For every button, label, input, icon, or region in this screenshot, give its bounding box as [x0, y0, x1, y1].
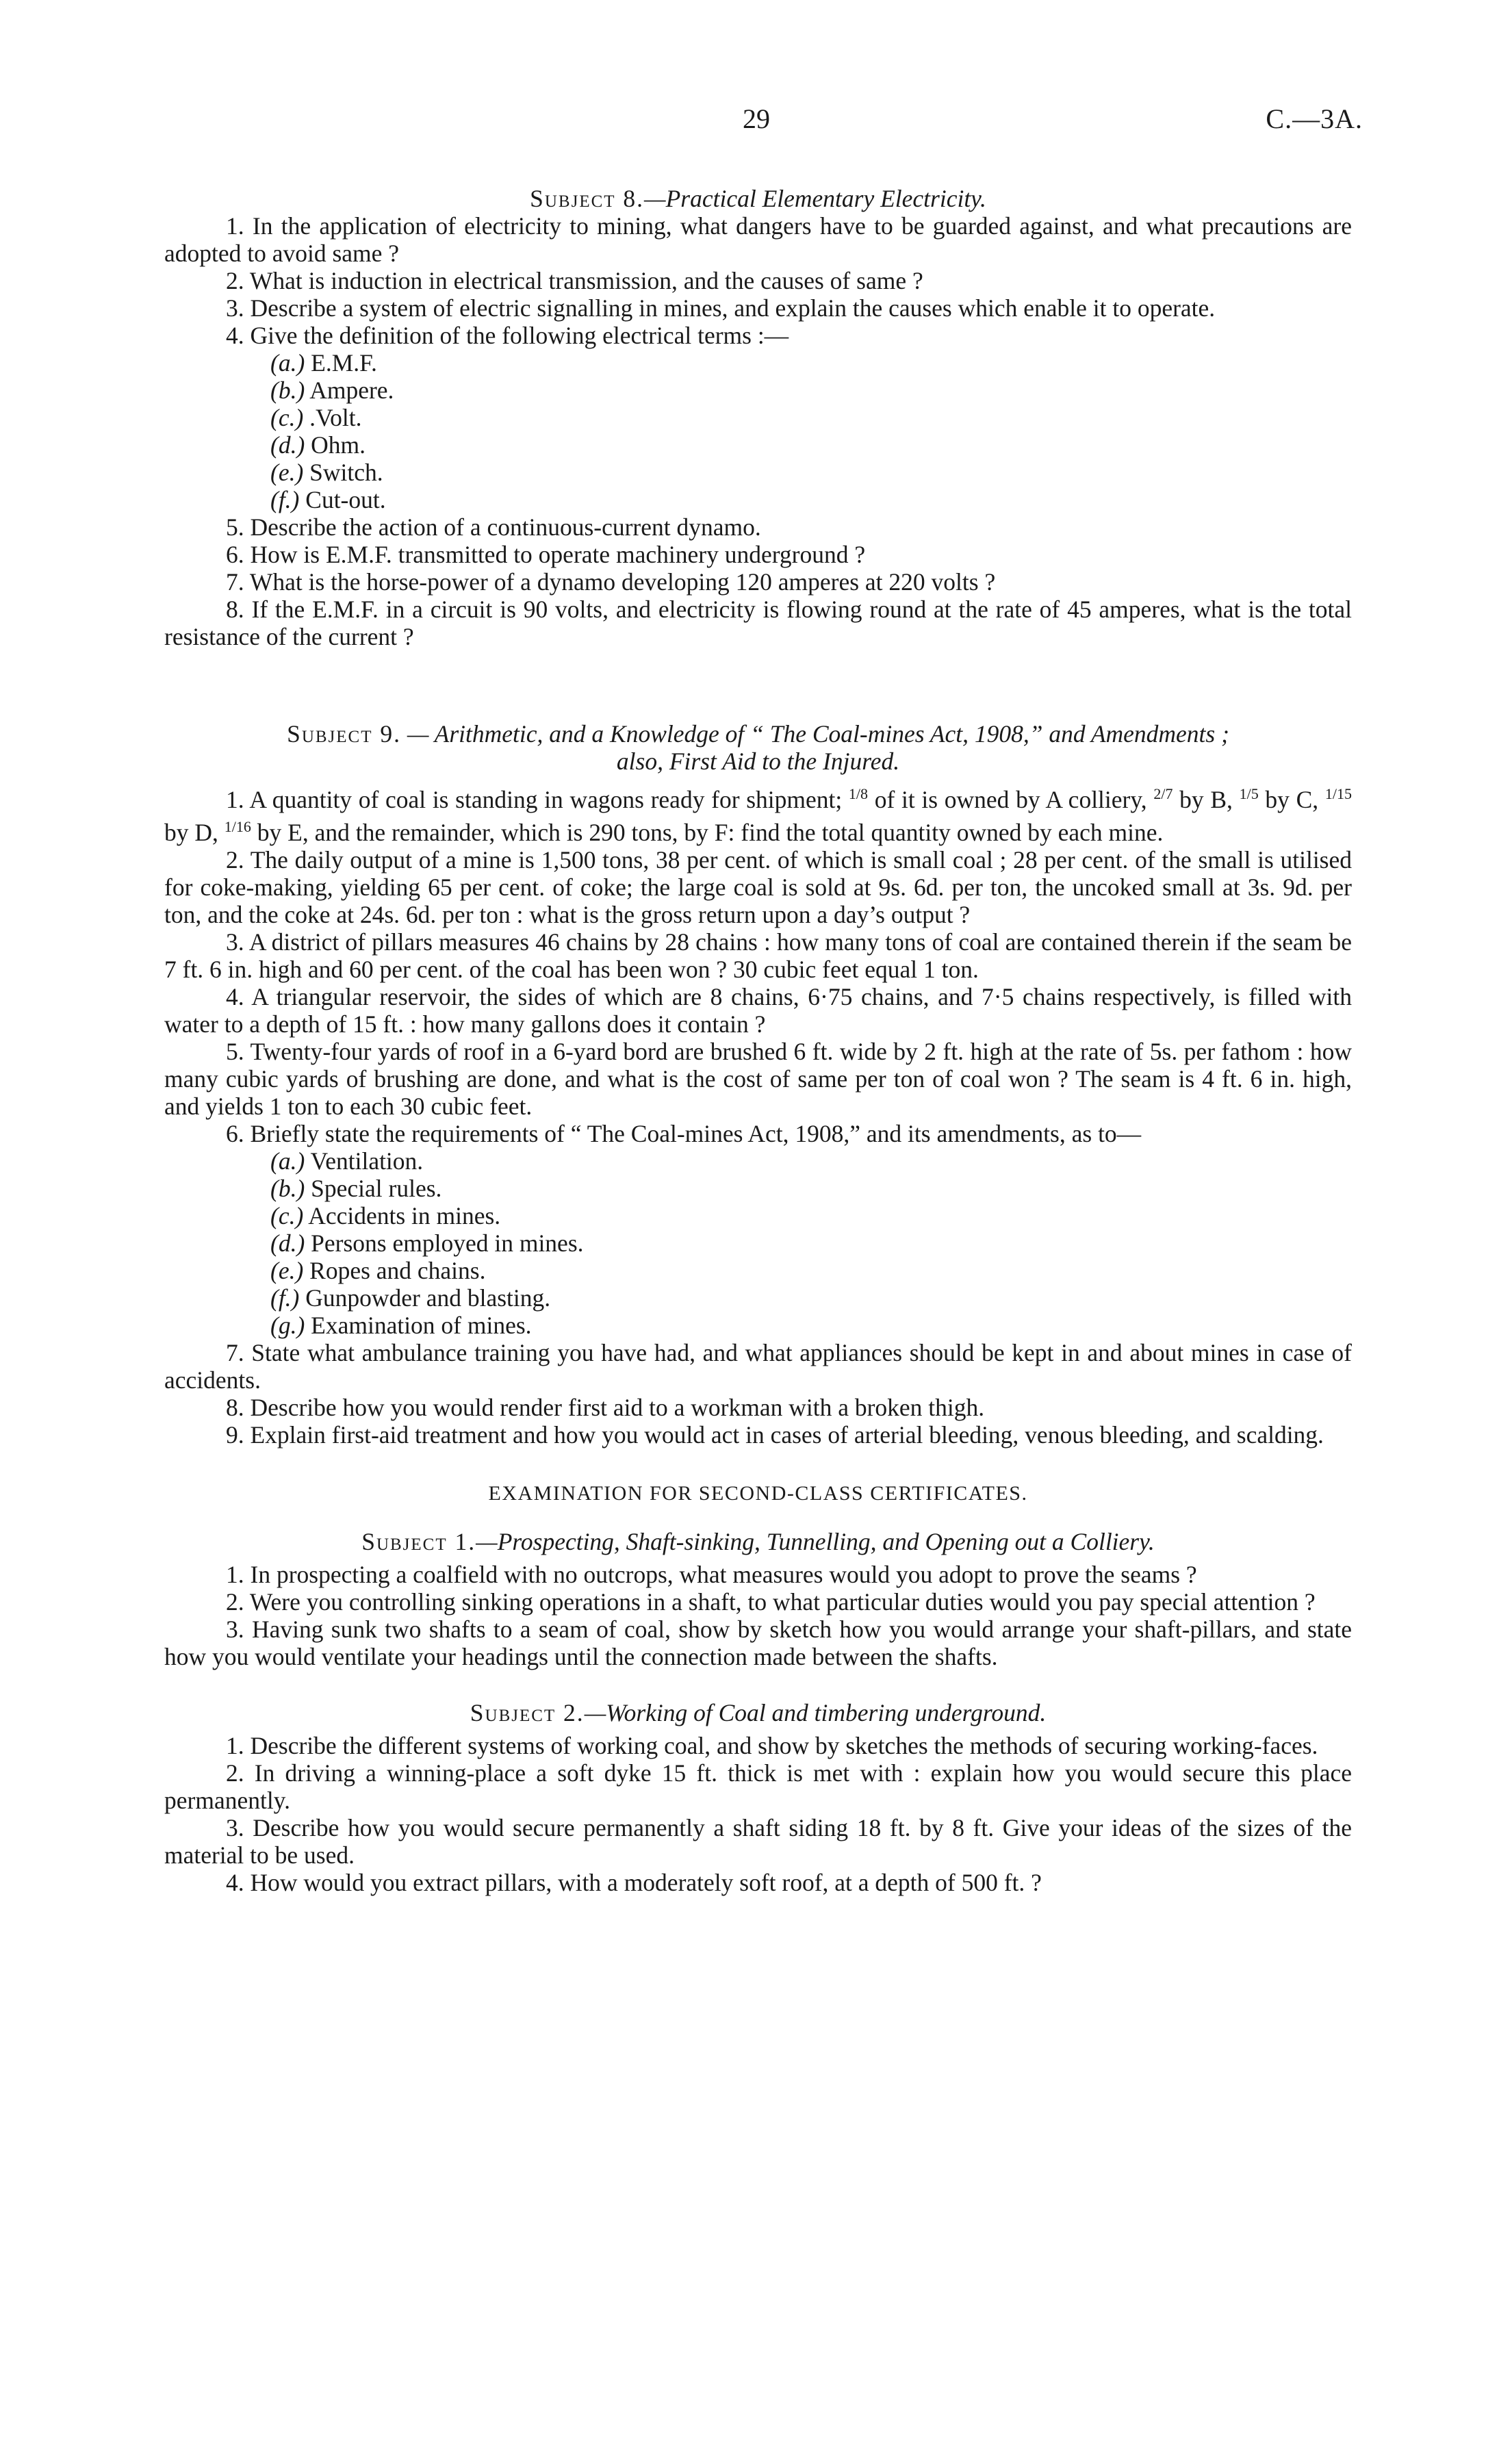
fraction: 1/16 [224, 817, 251, 835]
list-item: (f.) Cut-out. [270, 486, 386, 513]
list-item: (e.) Switch. [270, 459, 383, 486]
subject-label: Subject 9. [287, 720, 401, 748]
question: 4. A triangular reservoir, the sides of which are 8 chains, 6·75 chains, and 7·5 chains respectively, is filled with water to a depth of 15 ft. : how many gallons does it contain ? [164, 982, 1352, 1038]
question: 6. How is E.M.F. transmitted to operate machinery underground ? [226, 541, 866, 568]
fraction: 1/15 [1324, 785, 1352, 802]
question: 2. The daily output of a mine is 1,500 tons, 38 per cent. of which is small coal ; 28 per cent. of the small is utilised for coke-making, yielding 65 per cent. of coke; the large coal is sold at 9s. 6d. per ton, the uncoked small at 3s. 9d. per ton, and the coke at 24s. 6d. per ton : what is the gross return upon a day’s output ? [164, 845, 1352, 928]
fraction: 1/5 [1239, 785, 1259, 802]
list-item: (b.) Ampere. [270, 377, 394, 404]
subject-label: Subject 8. [530, 185, 645, 212]
question: 2. Were you controlling sinking operations in a shaft, to what particular duties would you pay special attention ? [226, 1587, 1316, 1616]
page-header [0, 103, 1512, 144]
question: 4. Give the definition of the following electrical terms :— [226, 322, 789, 349]
exam-heading: EXAMINATION FOR SECOND-CLASS CERTIFICATES. [488, 1481, 1028, 1505]
subject-title: —Practical Elementary Electricity. [644, 185, 986, 212]
fraction: 1/8 [848, 785, 869, 802]
question: 3. A district of pillars measures 46 chains by 28 chains : how many tons of coal are contained therein if the seam be 7 ft. 6 in. high and 60 per cent. of the coal has been won ? 30 cubic feet equal 1 ton. [164, 928, 1352, 983]
question: 3. Describe how you would secure permanently a shaft siding 18 ft. by 8 ft. Give your ideas of the sizes of the material to be used. [164, 1813, 1352, 1869]
question: 3. Describe a system of electric signalling in mines, and explain the causes which enable it to operate. [226, 294, 1216, 322]
list-item: (c.) .Volt. [270, 404, 362, 431]
question: 5. Twenty-four yards of roof in a 6-yard bord are brushed 6 ft. wide by 2 ft. high at the rate of 5s. per fathom : how many cubic yards of brushing are done, and what is the cost of same per ton of coal won ? The seam is 4 ft. 6 in. high, and yields 1 ton to each 30 cubic feet. [164, 1037, 1352, 1120]
list-item: (b.) Special rules. [270, 1174, 442, 1202]
question: 9. Explain first-aid treatment and how you would act in cases of arterial bleeding, venous bleeding, and scalding. [226, 1420, 1324, 1449]
page-number: 29 [743, 103, 770, 134]
question: 2. What is induction in electrical transmission, and the causes of same ? [226, 267, 923, 294]
question: 4. How would you extract pillars, with a moderately soft roof, at a depth of 500 ft. ? [226, 1868, 1042, 1896]
list-item: (a.) Ventilation. [270, 1147, 424, 1175]
list-item: (d.) Persons employed in mines. [270, 1229, 584, 1257]
question: 2. In driving a winning-place a soft dyke 15 ft. thick is met with : explain how you would secure this place permanently. [164, 1759, 1352, 1814]
subject-label: Subject 1. [361, 1527, 476, 1555]
list-item: (f.) Gunpowder and blasting. [270, 1284, 551, 1312]
page-reference: C.—3A. [1266, 103, 1363, 134]
subject-title: — Arithmetic, and a Knowledge of “ The Coal-mines Act, 1908,” and Amendments ; [401, 720, 1229, 748]
list-item: (a.) E.M.F. [270, 349, 377, 377]
subject-title: —Working of Coal and timbering underground. [584, 1698, 1047, 1726]
subject-9-heading [164, 720, 1352, 775]
question: 8. If the E.M.F. in a circuit is 90 volts, and electricity is flowing round at the rate of 45 amperes, what is the total resistance of the current ? [164, 596, 1352, 650]
question: 7. State what ambulance training you have had, and what appliances should be kept in and about mines in case of accidents. [164, 1338, 1352, 1394]
fraction: 2/7 [1153, 785, 1173, 802]
question: 6. Briefly state the requirements of “ The Coal-mines Act, 1908,” and its amendments, as to— [226, 1119, 1142, 1147]
question: 8. Describe how you would render first aid to a workman with a broken thigh. [226, 1393, 985, 1421]
question-fractions: 1. A quantity of coal is standing in wagons ready for shipment; $^{1/8}$ of it is owned by A colliery, $^{2/7}$ by B, $^{1/5}$ by C, $^{1/15}$ by D, $^{1/16}$ by E, and the remainder, which is 290 tons, by F: find the total quantity owned by each mine. [164, 785, 1352, 846]
list-item: (d.) Ohm. [270, 431, 366, 459]
list-item: (c.) Accidents in mines. [270, 1201, 501, 1229]
question: 7. What is the horse-power of a dynamo developing 120 amperes at 220 volts ? [226, 568, 996, 596]
subject-8-heading [164, 185, 1352, 212]
second-subject-2-heading [164, 1699, 1352, 1726]
document-body [164, 185, 1352, 1896]
question: 3. Having sunk two shafts to a seam of coal, show by sketch how you would arrange your shaft-pillars, and state how you would ventilate your headings until the connection made between the shafts. [164, 1615, 1352, 1670]
question: 5. Describe the action of a continuous-current dynamo. [226, 513, 761, 541]
subject-title-line2: also, First Aid to the Injured. [616, 748, 900, 775]
list-item: (g.) Examination of mines. [270, 1311, 532, 1339]
list-item: (e.) Ropes and chains. [270, 1256, 486, 1284]
question: 1. In the application of electricity to mining, what dangers have to be guarded against, and what precautions are adopted to avoid same ? [164, 212, 1352, 267]
subject-title: —Prospecting, Shaft-sinking, Tunnelling, and Opening out a Colliery. [476, 1527, 1155, 1555]
question: 1. In prospecting a coalfield with no outcrops, what measures would you adopt to prove the seams ? [226, 1560, 1197, 1588]
subject-label: Subject 2. [470, 1698, 585, 1726]
second-subject-1-heading [164, 1528, 1352, 1555]
question: 1. Describe the different systems of working coal, and show by sketches the methods of securing working-faces. [226, 1731, 1318, 1759]
